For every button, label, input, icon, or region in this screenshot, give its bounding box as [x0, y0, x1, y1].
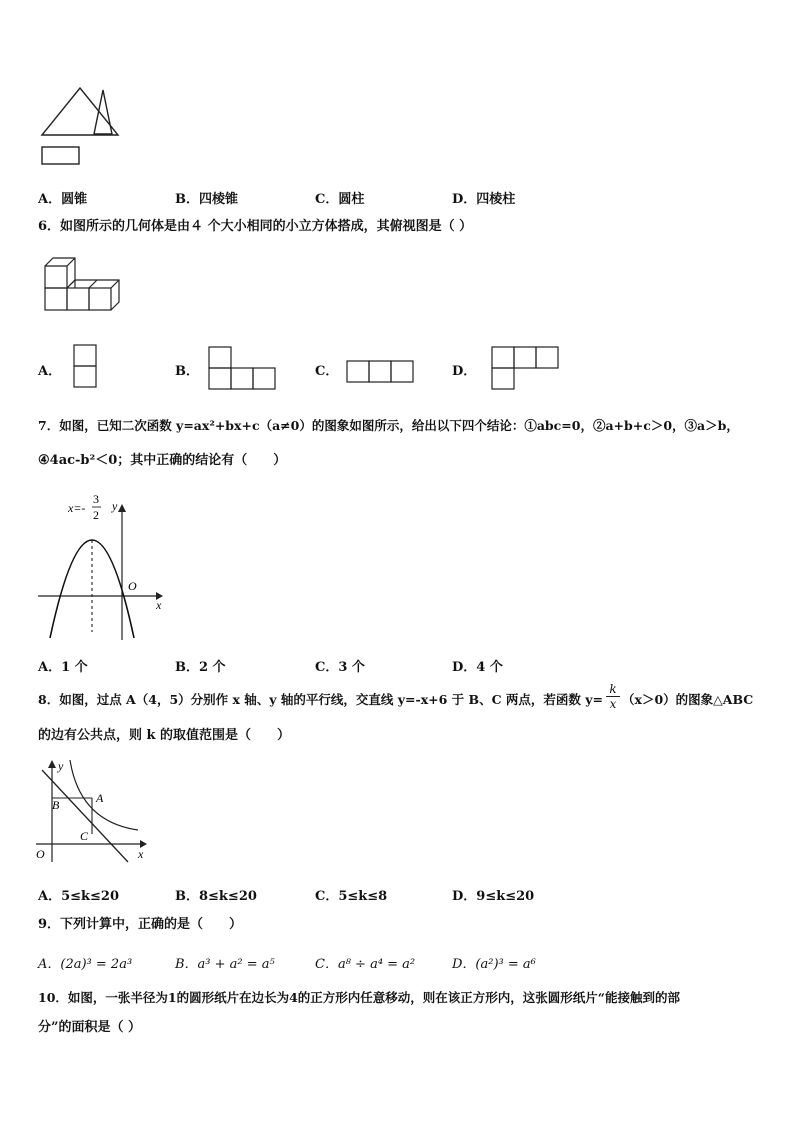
- q10-stem-line2: 分”的面积是（ ）: [38, 1020, 142, 1035]
- axis-frac-num: 3: [93, 492, 99, 506]
- side-view-triangle: [92, 88, 114, 138]
- q10-stem-line1: 10．如图，一张半径为1的圆形纸片在边长为4的正方形内任意移动，则在该正方形内，这张圆形纸片“能接触到的部: [38, 990, 680, 1005]
- q8-graph: [34, 758, 152, 870]
- hyperbola: [70, 760, 138, 830]
- axis-frac-den: 2: [93, 508, 99, 522]
- q8-stem-line1-a: 8．如图，过点 A（4，5）分别作 x 轴、y 轴的平行线，交直线 y=-x+6 于 B、C 两点，若函数 y=: [38, 692, 603, 707]
- origin-label: O: [36, 847, 45, 861]
- q7-stem-line1: 7．如图，已知二次函数 y=ax²+bx+c（a≠0）的图象如图所示，给出以下四个结论：①abc=0，②a+b+c＞0，③a＞b，: [38, 418, 739, 433]
- point-b-label: B: [52, 798, 60, 812]
- q7-parabola-graph: [34, 490, 164, 642]
- q7-stem-line2: ④4ac-b²＜0；其中正确的结论有（ ）: [38, 453, 287, 468]
- y-axis-arrow: [118, 504, 126, 512]
- q7-option-a[interactable]: A．1 个: [38, 660, 88, 675]
- y-label: y: [112, 499, 118, 513]
- q6-option-a-figure[interactable]: [72, 344, 98, 388]
- q6-option-d-label[interactable]: D．: [452, 364, 477, 379]
- q8-frac-den: x: [606, 696, 620, 711]
- q5-option-b[interactable]: B．四棱锥: [175, 192, 238, 207]
- q8-option-b[interactable]: B．8≤k≤20: [175, 889, 257, 904]
- point-a-label: A: [96, 791, 104, 805]
- q6-option-b-label[interactable]: B．: [175, 364, 199, 379]
- q6-option-d-figure[interactable]: [491, 346, 561, 391]
- q8-stem-line2: 的边有公共点，则 k 的取值范围是（ ）: [38, 728, 291, 743]
- x-label: x: [156, 598, 162, 612]
- q6-stem: 6．如图所示的几何体是由４ 个大小相同的小立方体搭成，其俯视图是（ ）: [38, 219, 473, 234]
- q6-option-c-figure[interactable]: [346, 360, 416, 385]
- q5-option-d[interactable]: D．四棱柱: [452, 192, 516, 207]
- q9-option-b[interactable]: B．a³ + a² = a⁵: [175, 957, 275, 972]
- q5-option-a[interactable]: A．圆锥: [38, 192, 88, 207]
- q6-cubes-figure: [42, 254, 126, 314]
- q6-option-a-label[interactable]: A．: [38, 364, 62, 379]
- q9-option-d[interactable]: D．(a²)³ = a⁶: [452, 957, 536, 972]
- q7-option-d[interactable]: D．4 个: [452, 660, 503, 675]
- q9-option-c[interactable]: C．a⁸ ÷ a⁴ = a²: [315, 957, 416, 972]
- q9-stem: 9．下列计算中，正确的是（ ）: [38, 917, 243, 932]
- y-axis-arrow: [48, 760, 56, 768]
- q5-option-c[interactable]: C．圆柱: [315, 192, 365, 207]
- y-label: y: [58, 759, 64, 773]
- q6-option-c-label[interactable]: C．: [315, 364, 339, 379]
- origin-label: O: [128, 579, 137, 593]
- q8-option-d[interactable]: D．9≤k≤20: [452, 889, 535, 904]
- axis-label-prefix: x=-: [68, 501, 86, 515]
- q9-option-a[interactable]: A．(2a)³ = 2a³: [38, 957, 133, 972]
- q7-option-b[interactable]: B．2 个: [175, 660, 226, 675]
- q8-option-a[interactable]: A．5≤k≤20: [38, 889, 120, 904]
- line-y-neg-x-plus-6: [42, 770, 128, 862]
- q8-frac-num: k: [609, 682, 617, 696]
- q8-fraction: [606, 682, 620, 711]
- q6-option-b-figure[interactable]: [208, 346, 278, 391]
- x-label: x: [138, 847, 144, 861]
- q8-stem-line1-b: （x＞0）的图象△ABC: [622, 692, 754, 707]
- point-c-label: C: [80, 829, 89, 843]
- q7-option-c[interactable]: C．3 个: [315, 660, 365, 675]
- q8-option-c[interactable]: C．5≤k≤8: [315, 889, 388, 904]
